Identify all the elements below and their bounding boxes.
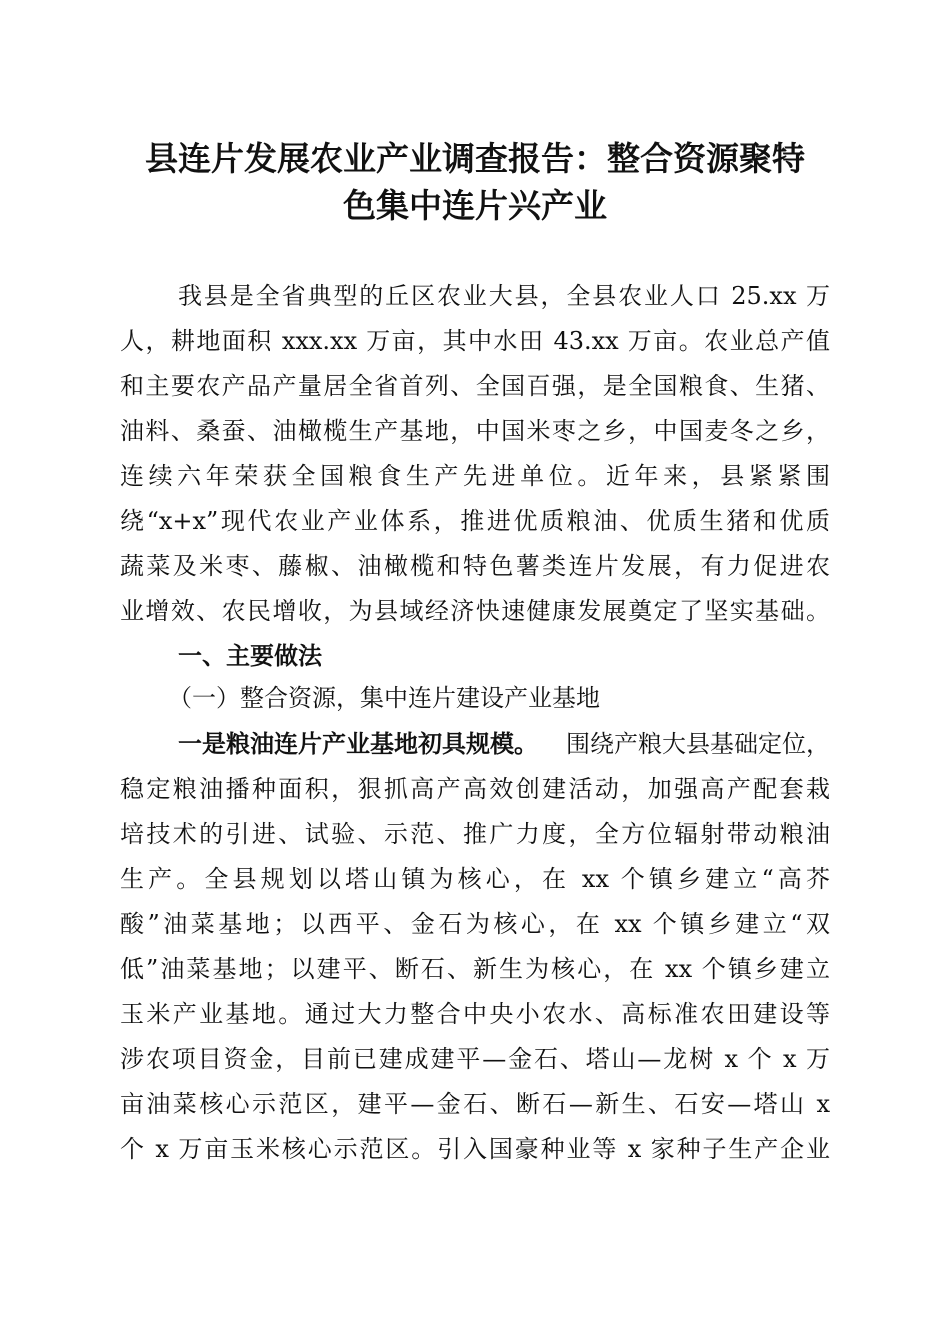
- text-line: 玉米产业基地。通过大力整合中央小农水、高标准农田建设等: [120, 1000, 830, 1028]
- text-line: 油料、桑蚕、油橄榄生产基地，中国米枣之乡，中国麦冬之乡，: [120, 417, 830, 445]
- section-heading: 一、主要做法: [178, 641, 322, 670]
- text-line: 涉农项目资金，目前已建成建平—金石、塔山—龙树 x 个 x 万: [120, 1045, 830, 1073]
- document-title-line-1: 县连片发展农业产业调查报告：整合资源聚特: [145, 139, 805, 178]
- document-title-line-2: 色集中连片兴产业: [343, 186, 607, 225]
- text-line: 绕“x+x”现代农业产业体系，推进优质粮油、优质生猪和优质: [120, 507, 830, 535]
- text-line: 个 x 万亩玉米核心示范区。引入国豪种业等 x 家种子生产企业: [120, 1135, 830, 1163]
- text-line: 和主要农产品产量居全省首列、全国百强，是全国粮食、生猪、: [120, 372, 830, 400]
- text-line: 连续六年荣获全国粮食生产先进单位。近年来，县紧紧围: [120, 462, 830, 490]
- text-line: 低”油菜基地；以建平、断石、新生为核心，在 xx 个镇乡建立: [120, 955, 830, 983]
- paragraph-lead: 一是粮油连片产业基地初具规模。: [178, 729, 538, 758]
- text-line: [178, 729, 830, 759]
- text-line: 蔬菜及米枣、藤椒、油橄榄和特色薯类连片发展，有力促进农: [120, 552, 830, 580]
- text-line: 培技术的引进、试验、示范、推广力度，全方位辐射带动粮油: [120, 820, 830, 848]
- subsection-heading: （一）整合资源，集中连片建设产业基地: [168, 684, 600, 712]
- text-line: 我县是全省典型的丘区农业大县，全县农业人口 25.xx 万: [178, 282, 830, 310]
- text-line: 亩油菜核心示范区，建平—金石、断石—新生、石安—塔山 x: [120, 1090, 830, 1118]
- text-line: 生产。全县规划以塔山镇为核心，在 xx 个镇乡建立“高芥: [120, 865, 830, 893]
- text-line: 业增效、农民增收，为县域经济快速健康发展奠定了坚实基础。: [120, 597, 830, 625]
- paragraph-text: 围绕产粮大县基础定位，: [566, 730, 830, 758]
- text-line: 酸”油菜基地；以西平、金石为核心，在 xx 个镇乡建立“双: [120, 910, 830, 938]
- text-line: 人，耕地面积 xxx.xx 万亩，其中水田 43.xx 万亩。农业总产值: [120, 327, 830, 355]
- text-line: 稳定粮油播种面积，狠抓高产高效创建活动，加强高产配套栽: [120, 775, 830, 803]
